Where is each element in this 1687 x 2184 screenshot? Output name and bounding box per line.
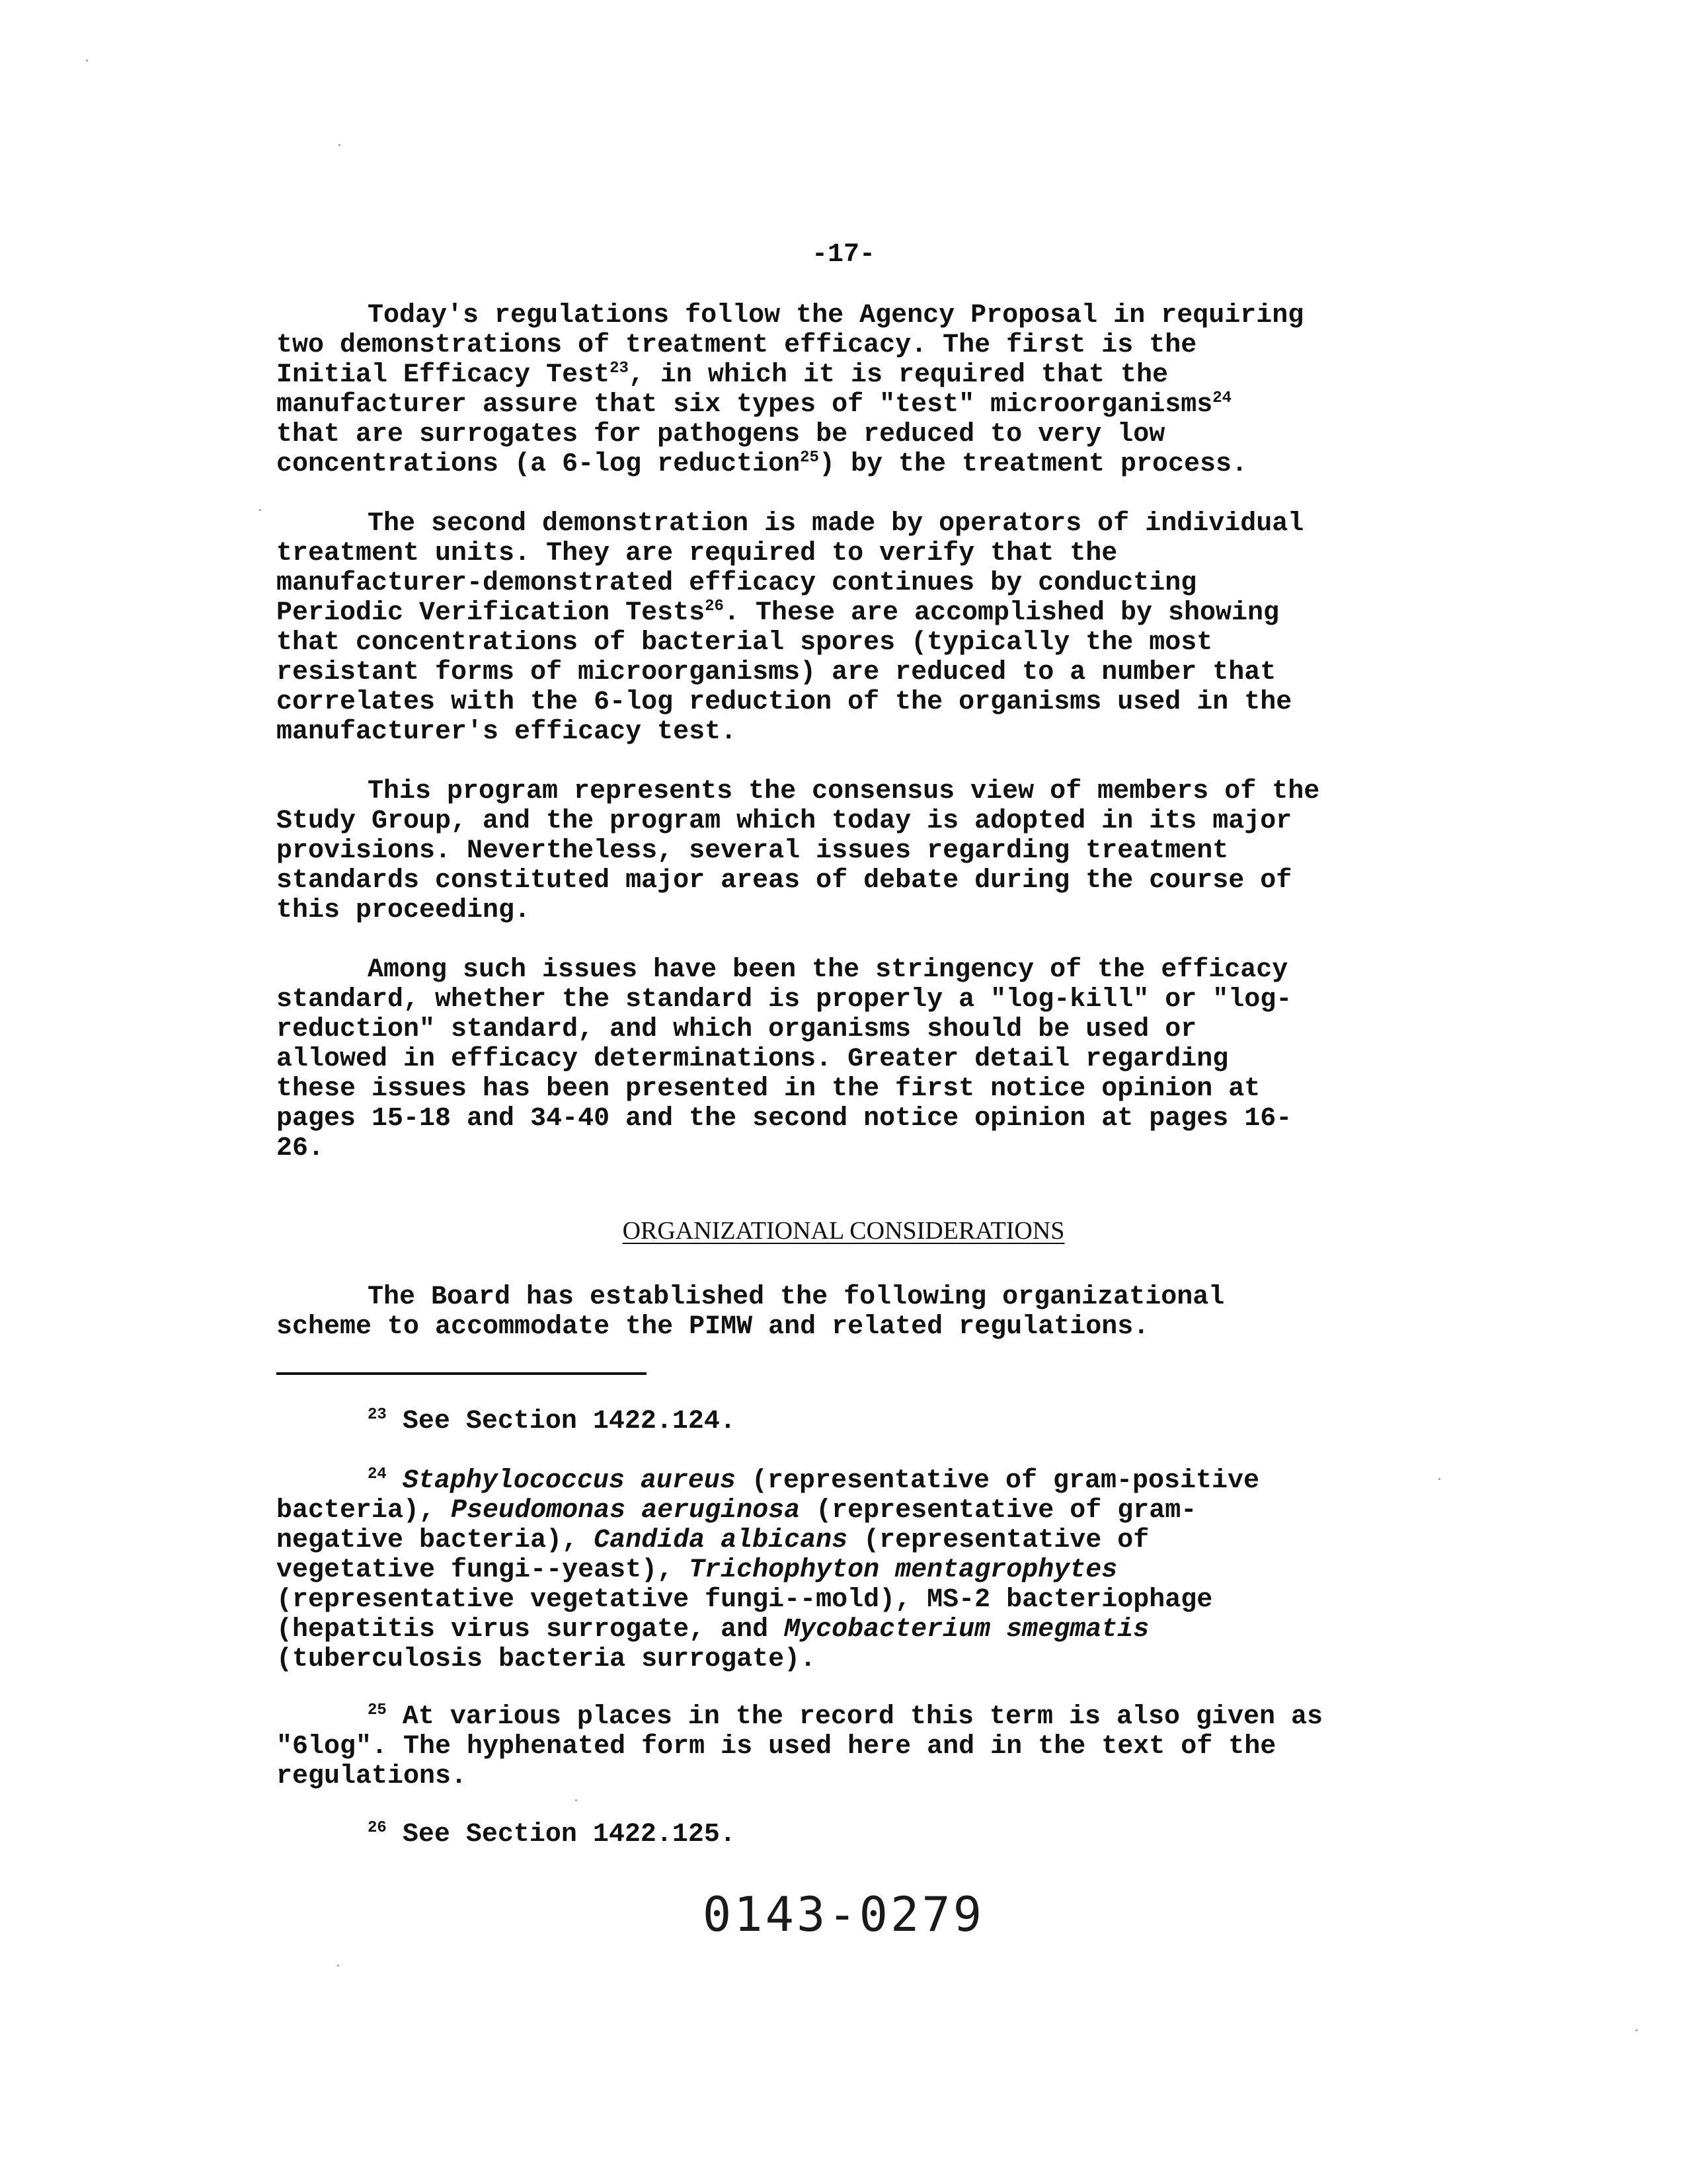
- line-text: , in which it is required that the: [628, 360, 1169, 390]
- footnote-23: [276, 1407, 1486, 1436]
- footnote-line: [276, 1526, 1486, 1555]
- footnote-separator: [276, 1372, 647, 1375]
- paragraph-5: [276, 1282, 1486, 1342]
- footnote-ref-26: 26: [705, 598, 724, 615]
- scan-speck: [259, 509, 261, 511]
- footnote-text: (representative of gram-positive: [735, 1466, 1260, 1496]
- footnote-line: [276, 1555, 1486, 1585]
- paragraph-2: [276, 509, 1486, 747]
- paragraph-line: scheme to accommodate the PIMW and related regulations.: [276, 1312, 1150, 1342]
- species-name: Candida albicans: [594, 1526, 848, 1555]
- paragraph-line: [276, 598, 1486, 628]
- footnote-25: [276, 1702, 1486, 1791]
- line-text: concentrations (a 6-log reduction: [276, 449, 801, 479]
- paragraph-line: resistant forms of microorganisms) are reduced to a number that: [276, 658, 1276, 687]
- paragraph-line: [276, 360, 1486, 390]
- footnote-text: See Section 1422.125.: [386, 1820, 736, 1850]
- paragraph-3: [276, 777, 1486, 925]
- paragraph-line: that are surrogates for pathogens be reduced to very low: [276, 420, 1165, 449]
- footnote-ref-23: 23: [609, 360, 629, 377]
- footnote-marker: 26: [368, 1819, 387, 1837]
- paragraph-line: manufacturer-demonstrated efficacy continues by conducting: [276, 568, 1197, 598]
- paragraph-line: 26.: [276, 1134, 325, 1163]
- paragraph-line: standard, whether the standard is properly a "log-kill" or "log-: [276, 985, 1292, 1015]
- footnote-marker: 23: [368, 1406, 387, 1424]
- footnote-text: (hepatitis virus surrogate, and: [276, 1615, 785, 1645]
- footnote-line: [276, 1615, 1486, 1645]
- paragraph-line: that concentrations of bacterial spores (typically the most: [276, 628, 1213, 658]
- footnote-line: "6log". The hyphenated form is used here and in the text of the: [276, 1732, 1276, 1762]
- footnote-text: vegetative fungi--yeast),: [276, 1555, 689, 1585]
- footnote-line: [276, 1702, 1486, 1732]
- line-text: Periodic Verification Tests: [276, 598, 705, 628]
- footnote-line: (representative vegetative fungi--mold), MS-2 bacteriophage: [276, 1585, 1213, 1615]
- footnote-marker: 24: [368, 1465, 387, 1483]
- paragraph-line: This program represents the consensus view of members of the: [368, 777, 1320, 806]
- line-text: Initial Efficacy Test: [276, 360, 610, 390]
- paragraph-line: correlates with the 6-log reduction of the organisms used in the: [276, 687, 1292, 717]
- footnote-ref-24: 24: [1212, 389, 1232, 407]
- scan-speck: [86, 59, 88, 61]
- line-text: . These are accomplished by showing: [723, 598, 1280, 628]
- paragraph-line: treatment units. They are required to verify that the: [276, 539, 1118, 568]
- species-name: Mycobacterium smegmatis: [784, 1615, 1150, 1645]
- paragraph-line: allowed in efficacy determinations. Greater detail regarding: [276, 1044, 1229, 1074]
- footnote-ref-25: 25: [800, 449, 819, 467]
- footnote-line: [276, 1407, 1486, 1436]
- paragraph-line: The Board has established the following organizational: [368, 1282, 1225, 1312]
- paragraph-line: The second demonstration is made by operators of individual: [368, 509, 1304, 539]
- scan-speck: [1438, 1478, 1440, 1480]
- paragraph-line: Study Group, and the program which today is adopted in its major: [276, 806, 1292, 836]
- scan-speck: [575, 1799, 577, 1801]
- footnote-text: (representative of gram-: [800, 1496, 1197, 1526]
- paragraph-line: two demonstrations of treatment efficacy. The first is the: [276, 331, 1197, 360]
- paragraph-line: provisions. Nevertheless, several issues regarding treatment: [276, 836, 1229, 866]
- footnote-24: [276, 1466, 1486, 1674]
- footnote-line: [276, 1820, 1486, 1850]
- footnote-text: See Section 1422.124.: [386, 1407, 736, 1436]
- paragraph-line: [276, 390, 1486, 420]
- paragraph-line: this proceeding.: [276, 896, 531, 925]
- paragraph-line: Among such issues have been the stringency of the efficacy: [368, 955, 1288, 985]
- page-number: -17-: [811, 240, 875, 270]
- species-name: Trichophyton mentagrophytes: [689, 1555, 1118, 1585]
- line-text: manufacturer assure that six types of "test" microorganisms: [276, 390, 1213, 420]
- footnote-line: [276, 1466, 1486, 1496]
- paragraph-line: standards constituted major areas of debate during the course of: [276, 866, 1292, 896]
- footnote-text: negative bacteria),: [276, 1526, 594, 1555]
- footnote-line: regulations.: [276, 1762, 467, 1791]
- footnote-text: At various places in the record this term is also given as: [386, 1702, 1323, 1732]
- footnote-text: (representative of: [847, 1526, 1150, 1555]
- paragraph-4: [276, 955, 1486, 1163]
- paragraph-line: these issues has been presented in the first notice opinion at: [276, 1074, 1261, 1104]
- scan-speck: [337, 1965, 339, 1967]
- footnote-line: [276, 1496, 1486, 1526]
- paragraph-line: reduction" standard, and which organisms should be used or: [276, 1015, 1197, 1044]
- paragraph-line: manufacturer's efficacy test.: [276, 717, 737, 747]
- scan-speck: [1635, 2029, 1637, 2031]
- species-name: Pseudomonas aeruginosa: [451, 1496, 801, 1526]
- line-text: ) by the treatment process.: [818, 449, 1248, 479]
- footnote-marker: 25: [368, 1701, 387, 1719]
- paragraph-1: [276, 301, 1486, 479]
- footnote-text: bacteria),: [276, 1496, 451, 1526]
- paragraph-line: [276, 449, 1486, 479]
- scan-speck: [338, 144, 340, 146]
- document-stamp: 0143-0279: [702, 1887, 985, 1942]
- species-name: Staphylococcus aureus: [402, 1466, 736, 1496]
- footnote-26: [276, 1820, 1486, 1850]
- paragraph-line: Today's regulations follow the Agency Proposal in requiring: [368, 301, 1304, 331]
- paragraph-line: pages 15-18 and 34-40 and the second notice opinion at pages 16-: [276, 1104, 1292, 1134]
- section-heading: ORGANIZATIONAL CONSIDERATIONS: [622, 1217, 1065, 1245]
- footnote-line: (tuberculosis bacteria surrogate).: [276, 1645, 816, 1674]
